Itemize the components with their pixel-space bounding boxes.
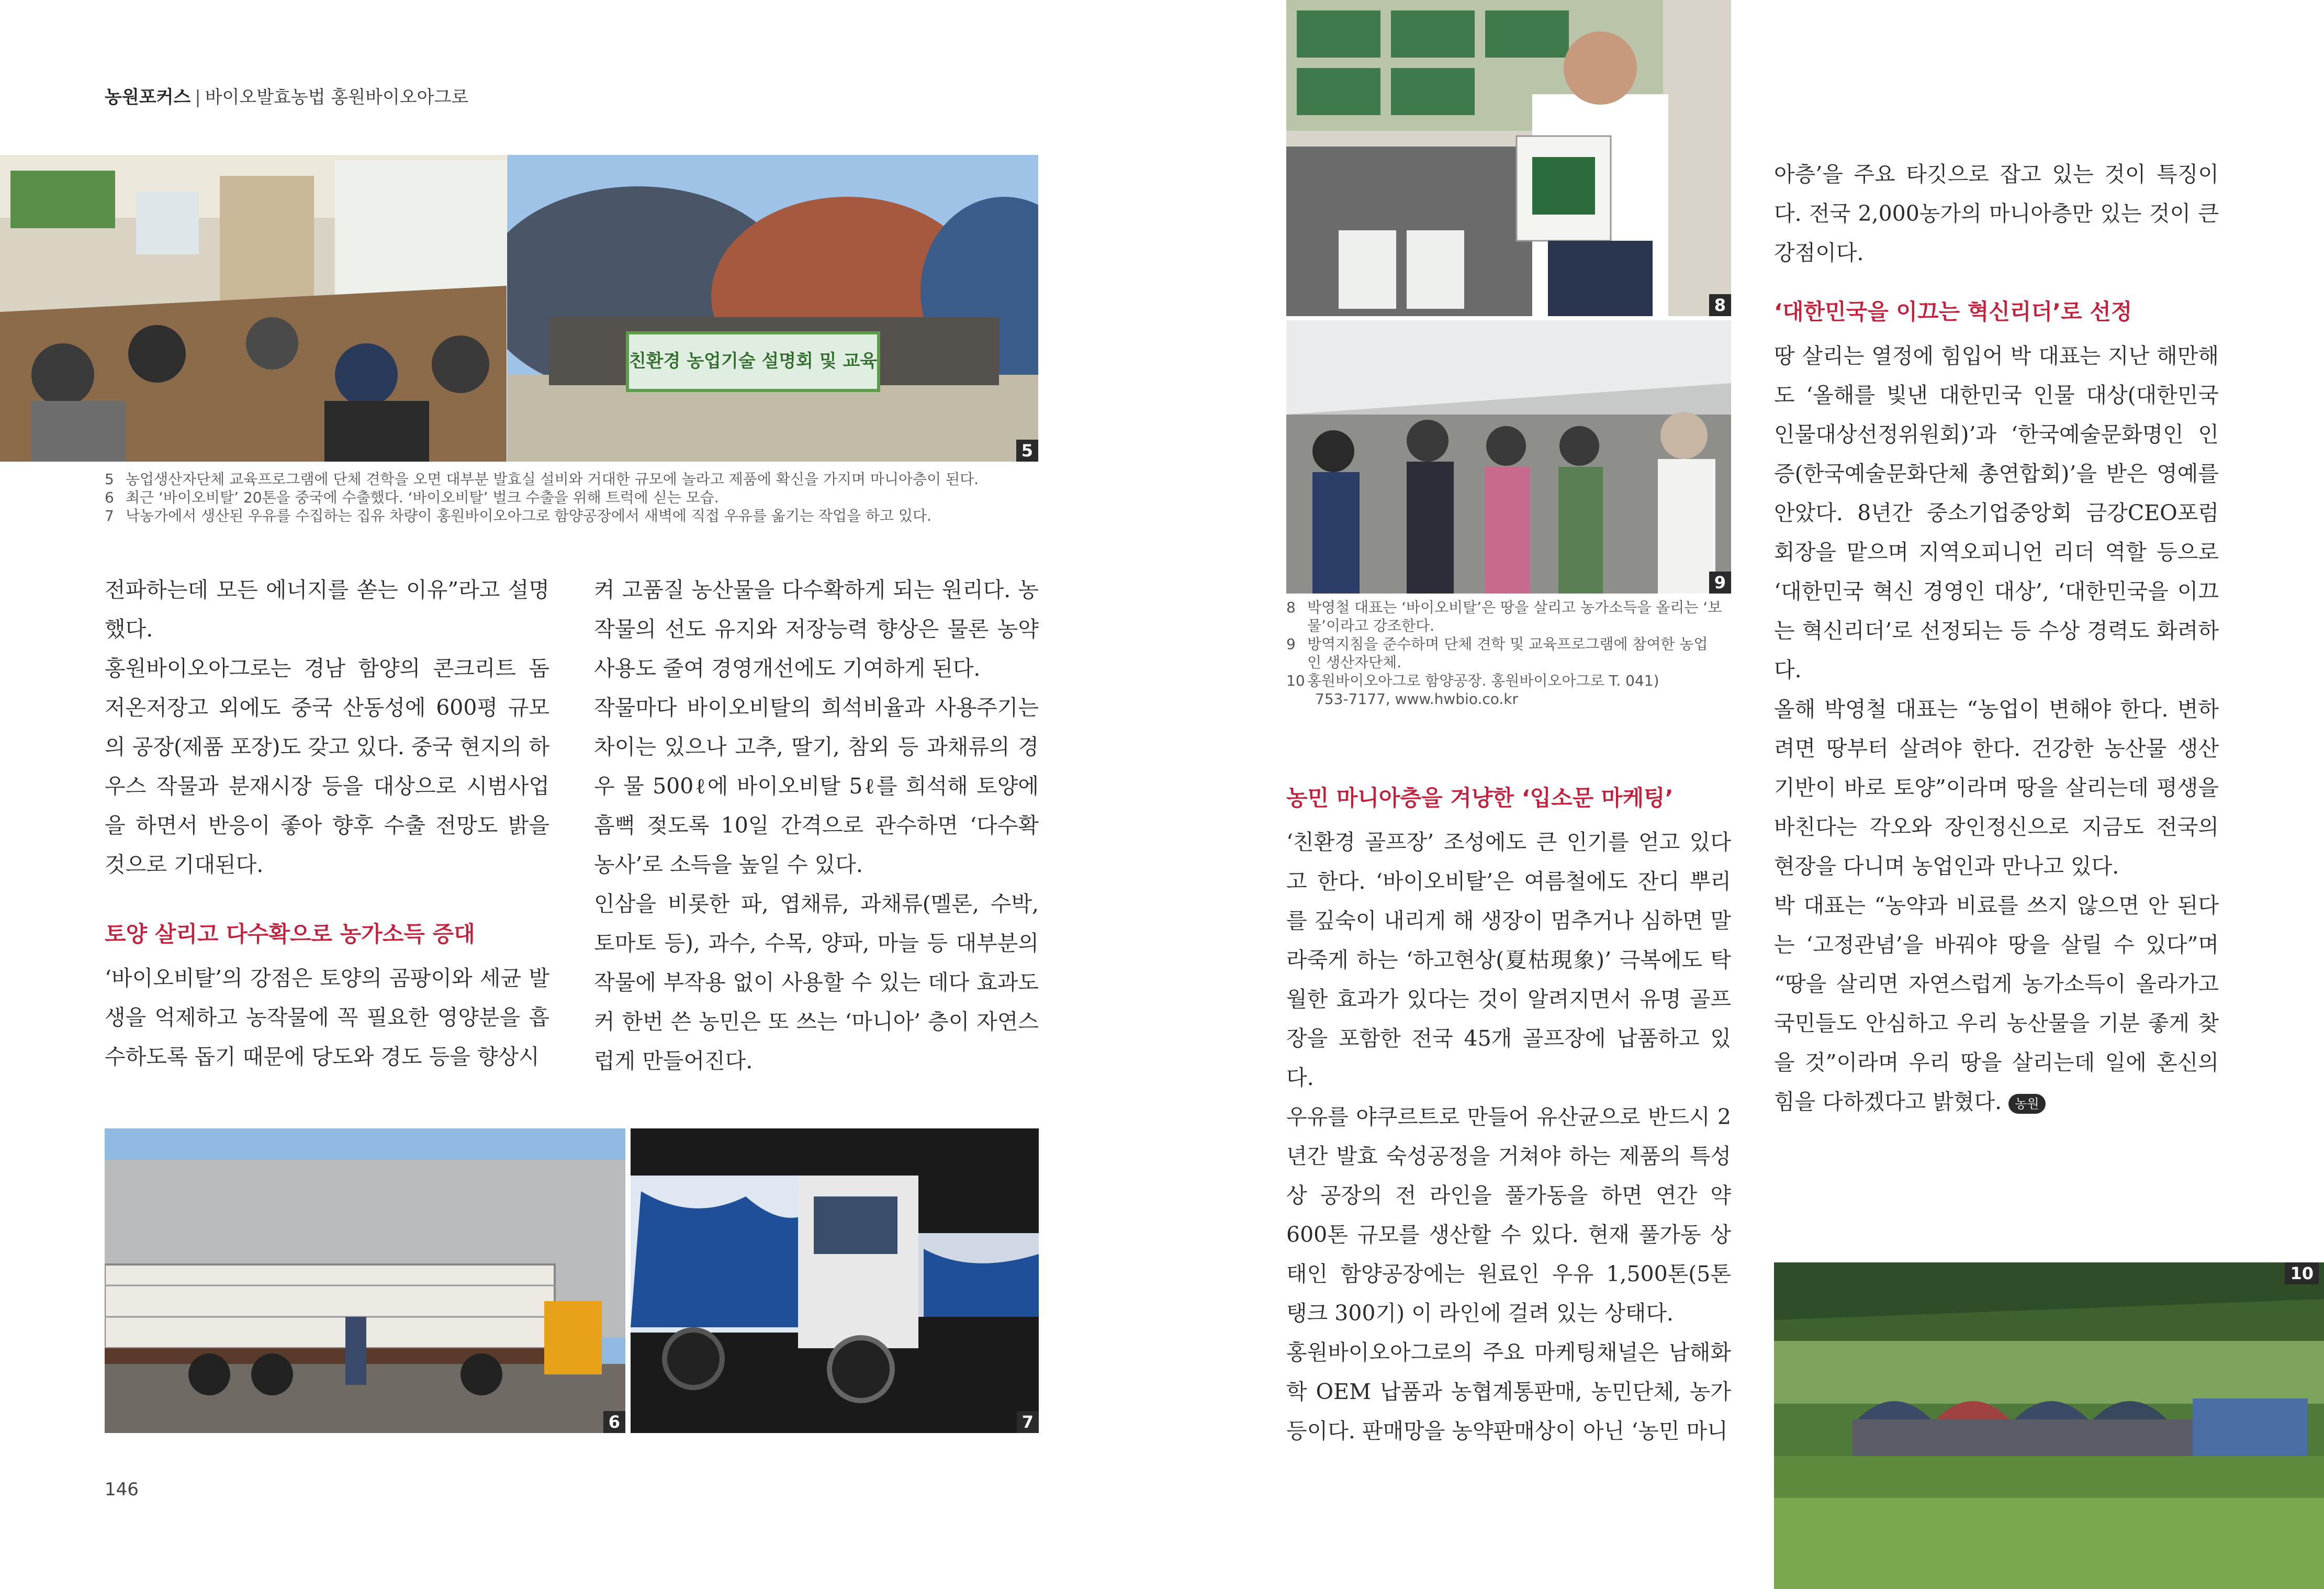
photo-classroom xyxy=(0,155,507,462)
header-separator: | xyxy=(195,87,201,108)
paragraph: 켜 고품질 농산물을 다수확하게 되는 원리다. 농작물의 선도 유지와 저장능력 향상은 물론 농약사용도 줄여 경영개선에도 기여하게 된다. xyxy=(594,577,1039,681)
caption-9: 9 방역지침을 준수하며 단체 견학 및 교육프로그램에 참여한 농업 xyxy=(1286,635,1708,653)
caption-8: 8 박영철 대표는 ‘바이오비탈’은 땅을 살리고 농가소득을 올리는 ‘보 xyxy=(1286,599,1722,616)
page-number: 146 xyxy=(105,1479,139,1500)
caption-5: 5 농업생산자단체 교육프로그램에 단체 견학을 오면 대부분 발효실 설비와 거대한 규모에 놀라고 제품에 확신을 가지며 마니아층이 된다. xyxy=(105,471,979,488)
article-title: 바이오발효농법 홍원바이오아그로 xyxy=(205,87,469,108)
banner-text: 친환경 농업기술 설명회 및 교육 xyxy=(628,351,878,372)
captions-left xyxy=(105,470,1026,525)
subheading: 토양 살리고 다수확으로 농가소득 증대 xyxy=(105,921,475,947)
caption-7: 7 낙농가에서 생산된 우유를 수집하는 집유 차량이 홍원바이오아그로 함양공장에서 새벽에 직접 우유를 옮기는 작업을 하고 있다. xyxy=(105,507,932,524)
caption-6: 6 최근 ‘바이오비탈’ 20톤을 중국에 수출했다. ‘바이오비탈’ 벌크 수출을 위해 트럭에 싣는 모습. xyxy=(105,489,719,506)
photo-number-5: 5 xyxy=(1016,440,1038,462)
subheading: ‘대한민국을 이끄는 혁신리더’로 선정 xyxy=(1774,299,2132,324)
running-header xyxy=(105,83,468,108)
photo-group-education xyxy=(507,155,1038,462)
photo-factory-landscape xyxy=(1774,1262,2324,1589)
text-column-3 xyxy=(1286,769,1731,1451)
paragraph: ‘친환경 골프장’ 조성에도 큰 인기를 얻고 있다고 한다. ‘바이오비탈’은 여름철에도 잔디 뿌리를 깊숙이 내리게 해 생장이 멈추거나 심하면 말라죽게 하는 ‘하고현상(夏枯現象)’ 극복에도 탁월한 효과가 있다는 것이 알려지면서 유명 골프장을 포함한 전국 45개 골프장에 납품하고 있다. xyxy=(1286,830,1731,1090)
photo-tour-group xyxy=(1286,320,1731,594)
section-name: 농원포커스 xyxy=(105,87,191,108)
paragraph: 홍원바이오아그로는 경남 함양의 콘크리트 돔 저온저장고 외에도 중국 산동성에 600평 규모의 공장(제품 포장)도 갖고 있다. 중국 현지의 하우스 작물과 분재시장 등을 대상으로 시범사업을 하면서 반응이 좋아 향후 수출 전망도 밝을 것으로 기대된다. xyxy=(105,656,549,877)
paragraph: 박 대표는 “농약과 비료를 쓰지 않으면 안 된다는 ‘고정관념’을 바꿔야 땅을 살릴 수 있다”며 “땅을 살리면 자연스럽게 농가소득이 올라가고 국민들도 안심하고 우리 농산물을 기분 좋게 찾을 것”이라며 우리 땅을 살리는데 일에 혼신의 힘을 다하겠다고 밝혔다. 농원 xyxy=(1774,893,2219,1114)
captions-right: 8 박영철 대표는 ‘바이오비탈’은 땅을 살리고 농가소득을 올리는 ‘보 물’이라고 강조한다. 9 방역지침을 준수하며 단체 견학 및 교육프로그램에 참여한 농업 인 생산자단체. 10 홍원바이오아그로 함양공장. 홍원바이오아그로 T. 041) 753-7177, www.hwbio.co.kr xyxy=(1286,598,1736,708)
paragraph: 땅 살리는 열정에 힘입어 박 대표는 지난 해만해도 ‘올해를 빛낸 대한민국 인물 대상(대한민국 인물대상선정위원회)’과 ‘한국예술문화명인 인증(한국예술문화단체 총연합회)’을 받은 영예를 안았다. 8년간 중소기업중앙회 금강CEO포럼 회장을 맡으며 지역오피니언 리더 역할 등으로 ‘대한민국 혁신 경영인 대상’, ‘대한민국을 이끄는 혁신리더’로 선정되는 등 수상 경력도 화려하다. xyxy=(1774,343,2219,682)
subheading: 농민 마니아층을 겨냥한 ‘입소문 마케팅’ xyxy=(1286,785,1674,811)
photo-ceo-product xyxy=(1286,0,1731,316)
text-column-1 xyxy=(105,570,549,1077)
text-column-2 xyxy=(594,570,1039,1081)
paragraph: 작물마다 바이오비탈의 희석비율과 사용주기는 차이는 있으나 고추, 딸기, 참외 등 과채류의 경우 물 500ℓ에 바이오비탈 5ℓ를 희석해 토양에 흠뻑 젖도록 10일 간격으로 관수하면 ‘다수확 농사’로 소득을 높일 수 있다. xyxy=(594,695,1039,877)
paragraph: 인삼을 비롯한 파, 엽채류, 과채류(멜론, 수박, 토마토 등), 과수, 수목, 양파, 마늘 등 대부분의 작물에 부작용 없이 사용할 수 있는 데다 효과도 커 한번 쓴 농민은 또 쓰는 ‘마니아’ 층이 자연스럽게 만들어진다. xyxy=(594,891,1039,1073)
paragraph: 아층’을 주요 타깃으로 잡고 있는 것이 특징이다. 전국 2,000농가의 마니아층만 있는 것이 큰 강점이다. xyxy=(1774,162,2219,265)
paragraph: 홍원바이오아그로의 주요 마케팅채널은 남해화학 OEM 납품과 농협계통판매, 농민단체, 농가 등이다. 판매망을 농약판매상이 아닌 ‘농민 마니 xyxy=(1286,1340,1731,1443)
photo-truck-loading xyxy=(105,1128,625,1433)
paragraph: 전파하는데 모든 에너지를 쏟는 이유”라고 설명했다. xyxy=(105,577,549,642)
text-column-4 xyxy=(1774,155,2219,1122)
paragraph: ‘바이오비탈’의 강점은 토양의 곰팡이와 세균 발생을 억제하고 농작물에 꼭 필요한 영양분을 흡수하도록 돕기 때문에 당도와 경도 등을 향상시 xyxy=(105,966,549,1069)
photo-number-8: 8 xyxy=(1709,294,1731,316)
paragraph: 우유를 야쿠르트로 만들어 유산균으로 반드시 2년간 발효 숙성공정을 거쳐야 하는 제품의 특성상 공장의 전 라인을 풀가동을 하면 연간 약 600톤 규모를 생산할 수 있다. 현재 풀가동 상태인 함양공장에는 원료인 우유 1,500톤(5톤 탱크 300기) 이 라인에 걸려 있는 상태다. xyxy=(1286,1104,1731,1326)
photo-number-6: 6 xyxy=(603,1411,625,1433)
caption-10: 10 홍원바이오아그로 함양공장. 홍원바이오아그로 T. 041) xyxy=(1286,672,1659,689)
photo-milk-tanker xyxy=(631,1128,1039,1433)
paragraph: 올해 박영철 대표는 “농업이 변해야 한다. 변하려면 땅부터 살려야 한다. 건강한 농산물 생산 기반이 바로 토양”이라며 땅을 살리는데 평생을 바친다는 각오와 장인정신으로 지금도 전국의 현장을 다니며 농업인과 만나고 있다. xyxy=(1774,697,2219,879)
photo-number-10: 10 xyxy=(2285,1262,2319,1284)
photo-number-7: 7 xyxy=(1017,1411,1039,1433)
photo-number-9: 9 xyxy=(1709,572,1731,594)
end-mark-badge: 농원 xyxy=(2008,1094,2045,1114)
